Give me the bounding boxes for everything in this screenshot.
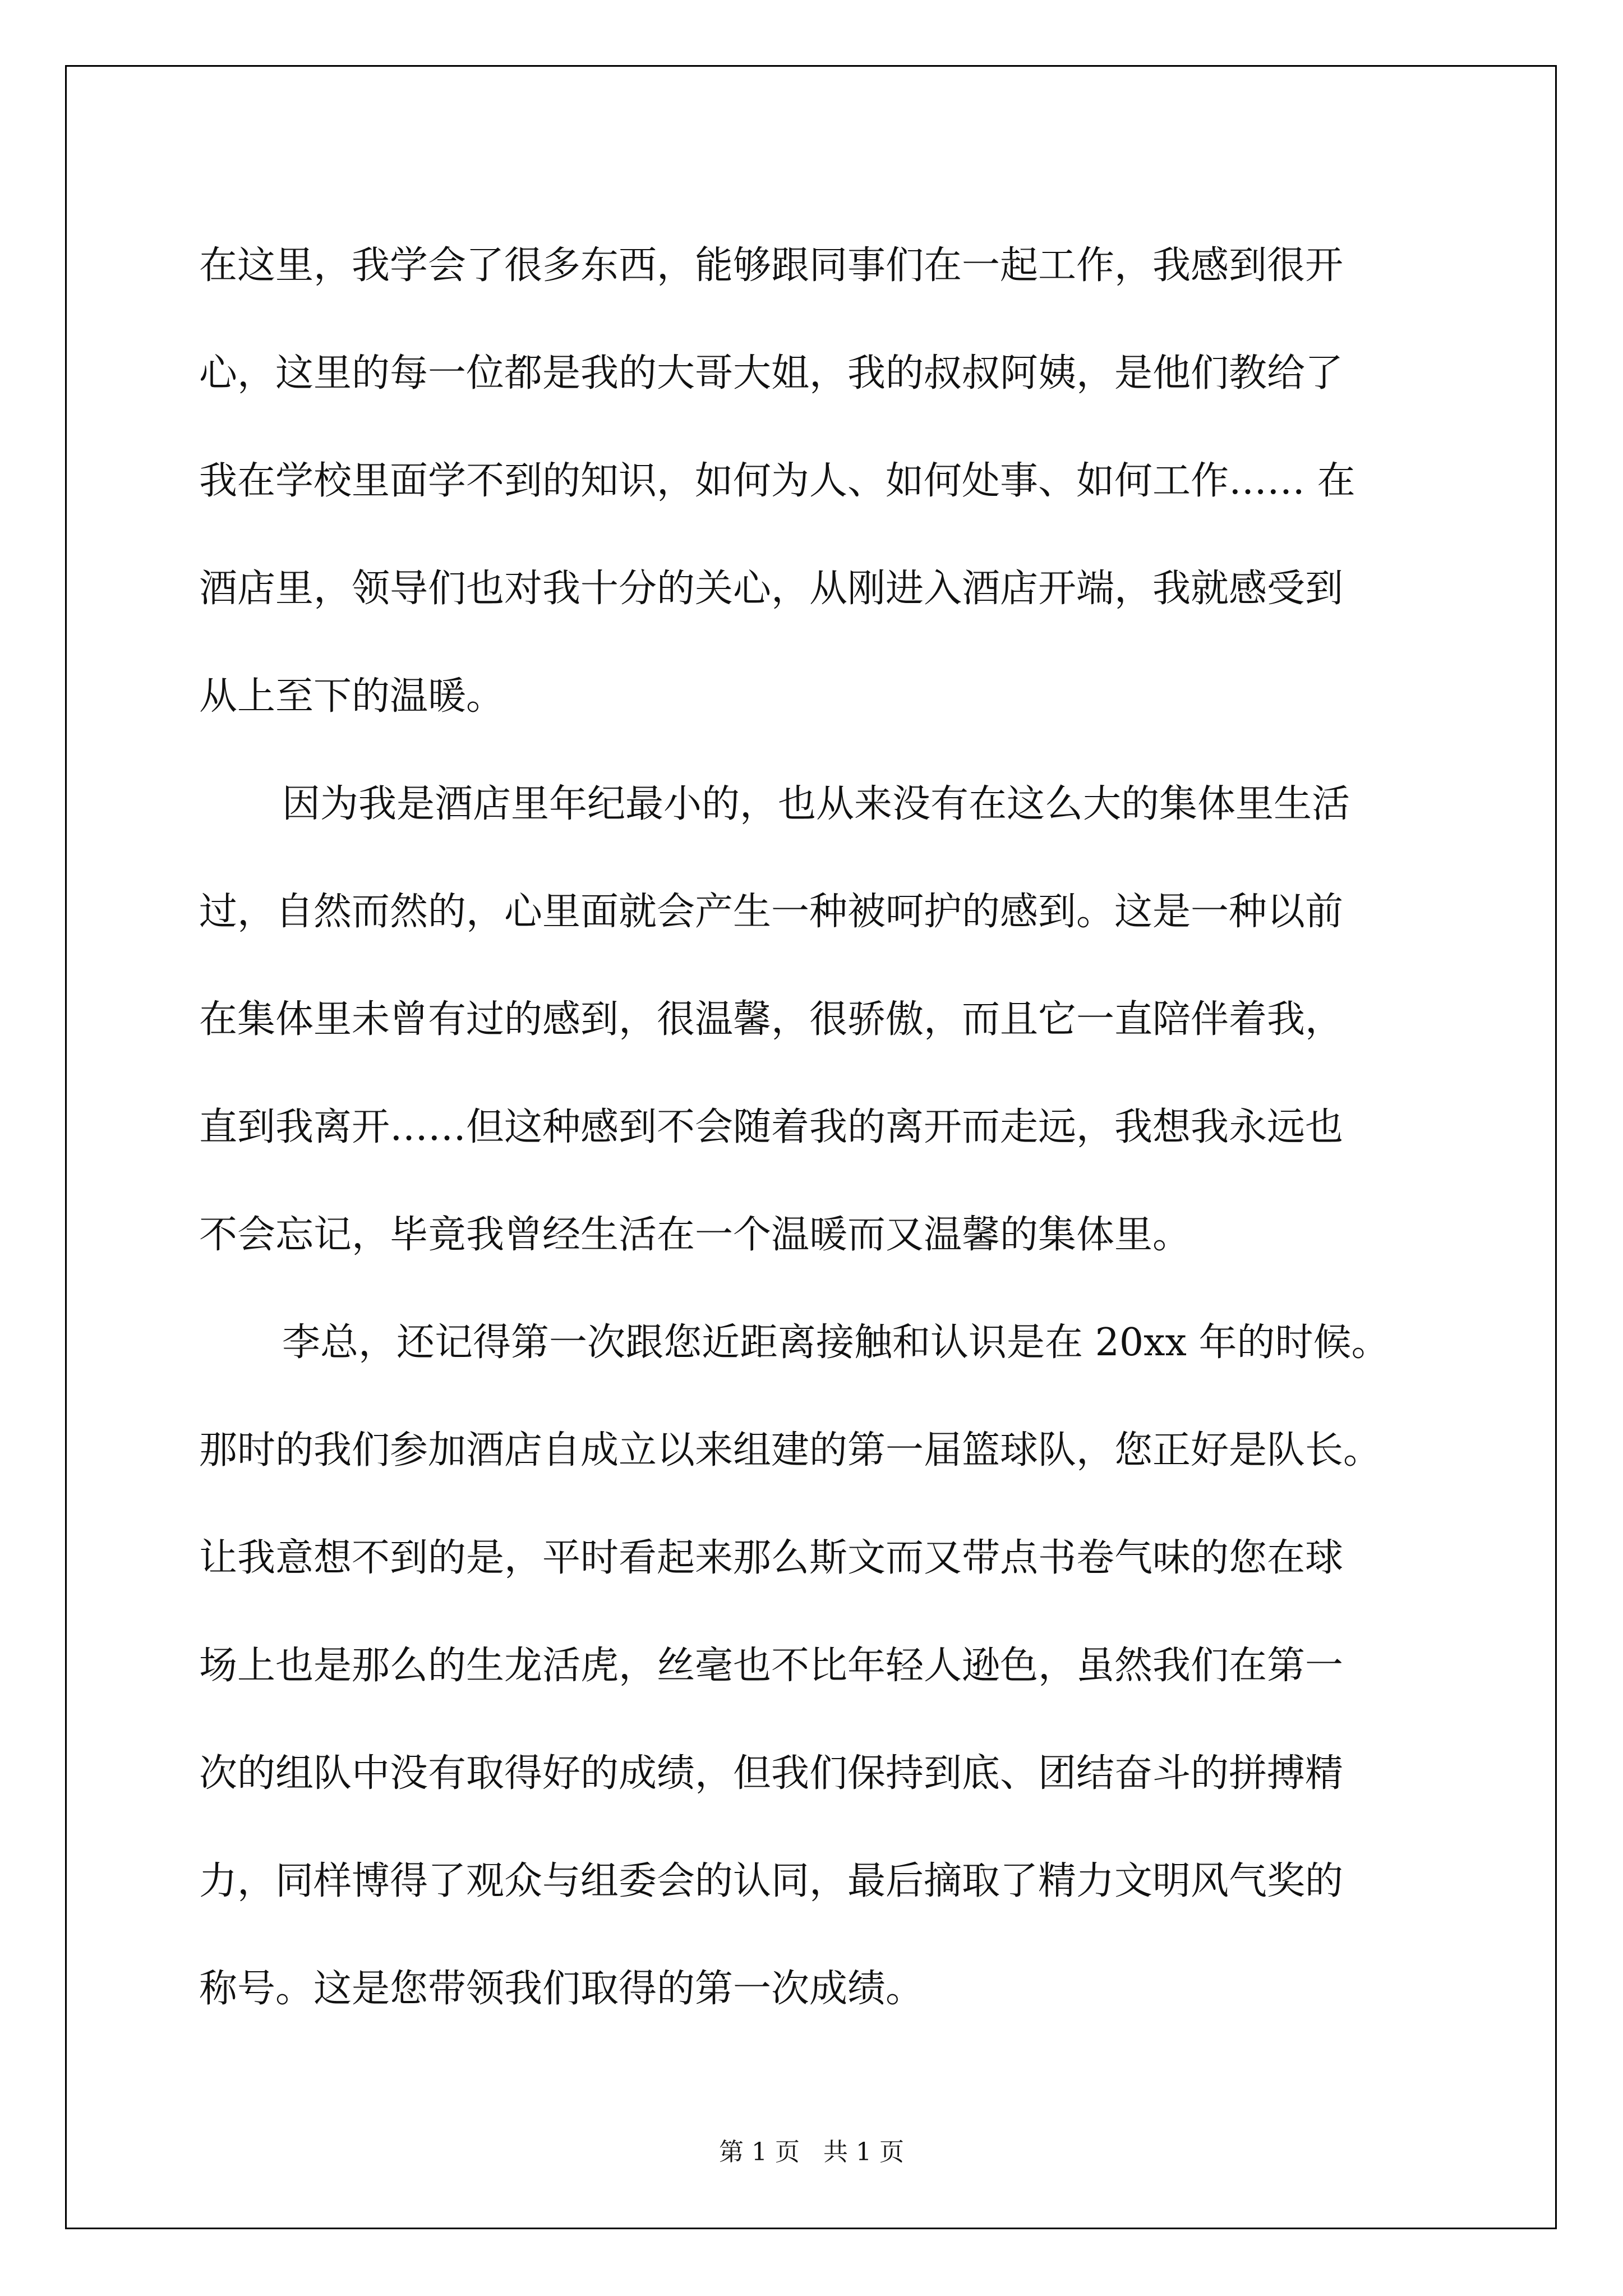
text-line: 称号。这是您带领我们取得的第一次成绩。 [199,1967,924,2011]
text-line: 我在学校里面学不到的知识，如何为人、如何处事、如何工作…… 在 [199,459,1355,503]
text-line: 在集体里未曾有过的感到，很温馨，很骄傲，而且它一直陪伴着我， [199,997,1344,1042]
text-line: 让我意想不到的是，平时看起来那么斯文而又带点书卷气味的您在球 [199,1536,1344,1580]
paragraph-3 [199,1289,1455,2043]
text-line: 力，同样博得了观众与组委会的认同，最后摘取了精力文明风气奖的 [199,1859,1344,1903]
text-line: 场上也是那么的生龙活虎，丝毫也不比年轻人逊色，虽然我们在第一 [199,1644,1344,1688]
text-line: 因为我是酒店里年纪最小的，也从来没有在这么大的集体里生活 [282,782,1350,826]
text-line: 过，自然而然的，心里面就会产生一种被呵护的感到。这是一种以前 [199,890,1344,934]
text-line: 在这里，我学会了很多东西，能够跟同事们在一起工作，我感到很开 [199,243,1344,288]
text-line: 次的组队中没有取得好的成绩，但我们保持到底、团结奋斗的拼搏精 [199,1751,1344,1796]
paragraph-1 [199,212,1455,751]
paragraph-2 [199,751,1455,1289]
text-line: 不会忘记，毕竟我曾经生活在一个温暖而又温馨的集体里。 [199,1213,1191,1257]
page-footer: 第 1 页 共 1 页 [719,2138,904,2166]
document-body [199,212,1455,2043]
text-line: 心，这里的每一位都是我的大哥大姐，我的叔叔阿姨，是他们教给了 [199,351,1344,395]
text-line: 从上至下的温暖。 [199,674,505,719]
text-line: 李总，还记得第一次跟您近距离接触和认识是在 20xx 年的时候。 [282,1320,1390,1365]
text-line: 那时的我们参加酒店自成立以来组建的第一届篮球队，您正好是队长。 [199,1428,1382,1473]
text-line: 直到我离开……但这种感到不会随着我的离开而走远，我想我永远也 [199,1105,1344,1149]
text-line: 酒店里，领导们也对我十分的关心，从刚进入酒店开端，我就感受到 [199,567,1344,611]
